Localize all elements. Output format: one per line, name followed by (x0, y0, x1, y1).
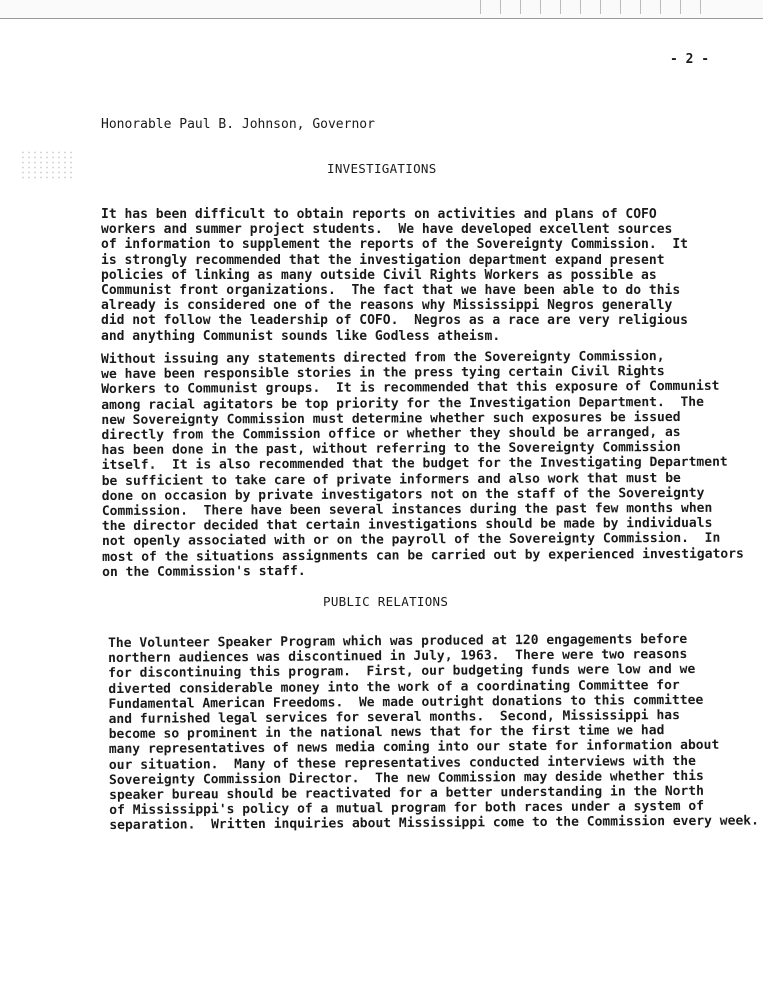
text-line: we have been responsible stories in the press tying certain Civil Rights (101, 364, 665, 383)
section-heading-investigations: INVESTIGATIONS (327, 161, 437, 176)
text-line: not openly associated with or on the payroll of the Sovereignty Commission. In (101, 531, 721, 550)
text-line: of Mississippi's policy of a mutual program for both races under a system of (109, 799, 705, 819)
text-line: the director decided that certain investigations should be made by individuals (101, 516, 713, 535)
text-line: among racial agitators be top priority for the Investigation Department. The (101, 394, 704, 413)
text-line: did not follow the leadership of COFO. Negros as a race are very religious (101, 313, 688, 329)
text-line: of information to supplement the reports of the Sovereignty Commission. It (101, 237, 688, 253)
page-number: - 2 - (670, 52, 710, 67)
scan-top-edge (0, 0, 763, 19)
text-line: itself. It is also recommended that the budget for the Investigating Department (101, 455, 728, 474)
text-line: directly from the Commission office or whether they should be arranged, as (101, 424, 681, 444)
addressee-line: Honorable Paul B. Johnson, Governor (101, 117, 375, 132)
text-line: policies of linking as many outside Civil Rights Workers as possible as (101, 267, 657, 283)
text-line: workers and summer project students. We have developed excellent sources (101, 222, 673, 238)
text-line: on the Commission's staff. (102, 563, 306, 580)
text-line: our situation. Many of these representatives conducted interviews with the (108, 753, 696, 773)
text-line: separation. Written inquiries about Mississippi come to the Commission every week. (109, 813, 759, 834)
text-line: Communist front organizations. The fact that we have been able to do this (101, 283, 681, 299)
text-line: is strongly recommended that the investigation department expand present (101, 252, 665, 268)
section-heading-public-relations: PUBLIC RELATIONS (323, 594, 449, 609)
paragraph-investigations-2 (101, 349, 744, 580)
scan-noise (20, 150, 75, 180)
text-line: already is considered one of the reasons why Mississippi Negros generally (101, 298, 673, 314)
text-line: new Sovereignty Commission must determine whether such exposures be issued (101, 409, 681, 428)
text-line: Sovereignty Commission Director. The new Commission may deside whether this (108, 768, 704, 788)
text-line: Workers to Communist groups. It is recommended that this exposure of Communist (101, 379, 720, 398)
text-line: many representatives of news media coming into our state for information about (108, 738, 720, 758)
text-line: and anything Communist sounds like Godless atheism. (101, 328, 501, 344)
text-line: The Volunteer Speaker Program which was produced at 120 engagements before (108, 631, 688, 651)
text-line: done on occasion by private investigators not on the staff of the Sovereignty (101, 485, 705, 504)
text-line: Without issuing any statements directed from the Sovereignty Commission, (101, 349, 665, 367)
text-line: most of the situations assignments can be carried out by experienced investigators (102, 546, 744, 565)
text-line: diverted considerable money into the work of a coordinating Committee for (108, 677, 680, 697)
text-line: for discontinuing this program. First, our budgeting funds were low and we (108, 662, 696, 682)
text-line: be sufficient to take care of private informers and also work that must be (101, 470, 681, 489)
text-line: speaker bureau should be reactivated for a better understanding in the North (109, 783, 704, 804)
paragraph-investigations-1 (101, 207, 688, 344)
text-line: Commission. There have been several instances during the past few months when (101, 500, 713, 520)
paragraph-public-relations (108, 631, 759, 833)
text-line: and furnished legal services for several months. Second, Mississippi has (108, 708, 680, 728)
text-line: Fundamental American Freedoms. We made outright donations to this committee (108, 692, 704, 712)
text-line: It has been difficult to obtain reports on activities and plans of COFO (101, 207, 657, 222)
text-line: northern audiences was discontinued in July, 1963. There were two reasons (108, 647, 688, 667)
text-line: become so prominent in the national news that for the first time we had (108, 723, 665, 743)
text-line: has been done in the past, without referring to the Sovereignty Commission (101, 440, 681, 459)
